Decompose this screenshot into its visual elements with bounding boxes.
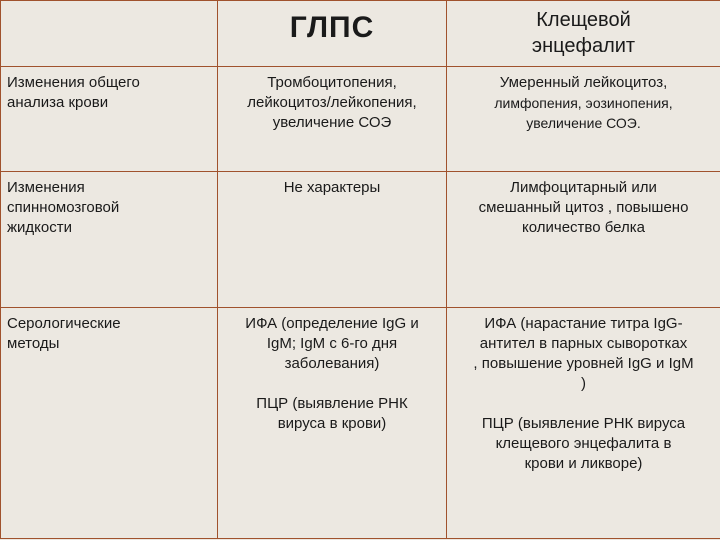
row-label-cell	[1, 172, 218, 308]
table-row-csf	[1, 172, 720, 308]
header-glps-cell	[218, 1, 447, 67]
glps-pcr-text: ПЦР (выявление РНК вируса в крови)	[256, 395, 408, 432]
glps-blood-text: Тромбоцитопения, лейкоцитоз/лейкопения, увеличение СОЭ	[247, 74, 417, 131]
glps-blood-cell	[218, 67, 447, 172]
header-row	[1, 1, 720, 67]
header-glps: ГЛПС	[289, 11, 375, 44]
tbe-pcr-text: ПЦР (выявление РНК вируса клещевого энцефалита в крови и ликворе)	[481, 415, 686, 472]
tbe-ifa-text: ИФА (нарастание титра IgG- антител в парных сыворотках , повышение уровней IgG и IgM )	[473, 315, 694, 392]
row-label-cell	[1, 67, 218, 172]
tbe-blood-cell	[447, 67, 720, 172]
tbe-serology-cell	[447, 308, 720, 539]
tbe-csf-cell	[447, 172, 720, 308]
glps-csf-cell	[218, 172, 447, 308]
glps-serology-cell	[218, 308, 447, 539]
glps-csf-text: Не характеры	[283, 179, 381, 196]
tbe-blood-text: Умеренный лейкоцитоз, лимфопения, эозинопения, увеличение СОЭ.	[494, 74, 673, 131]
header-tbe: Клещевой энцефалит	[531, 9, 636, 57]
row-label-cell	[1, 308, 218, 539]
row-label-blood: Изменения общего анализа крови	[7, 74, 140, 111]
row-label-csf: Изменения спинномозговой жидкости	[7, 179, 120, 236]
table-row-serology	[1, 308, 720, 539]
table-row-blood	[1, 67, 720, 172]
header-tbe-cell	[447, 1, 720, 67]
glps-ifa-text: ИФА (определение IgG и IgM; IgM с 6-го дня заболевания)	[245, 315, 419, 372]
row-label-serology: Серологические методы	[7, 315, 121, 352]
header-empty-cell	[1, 1, 218, 67]
tbe-csf-text: Лимфоцитарный или смешанный цитоз , повышено количество белка	[478, 179, 689, 236]
